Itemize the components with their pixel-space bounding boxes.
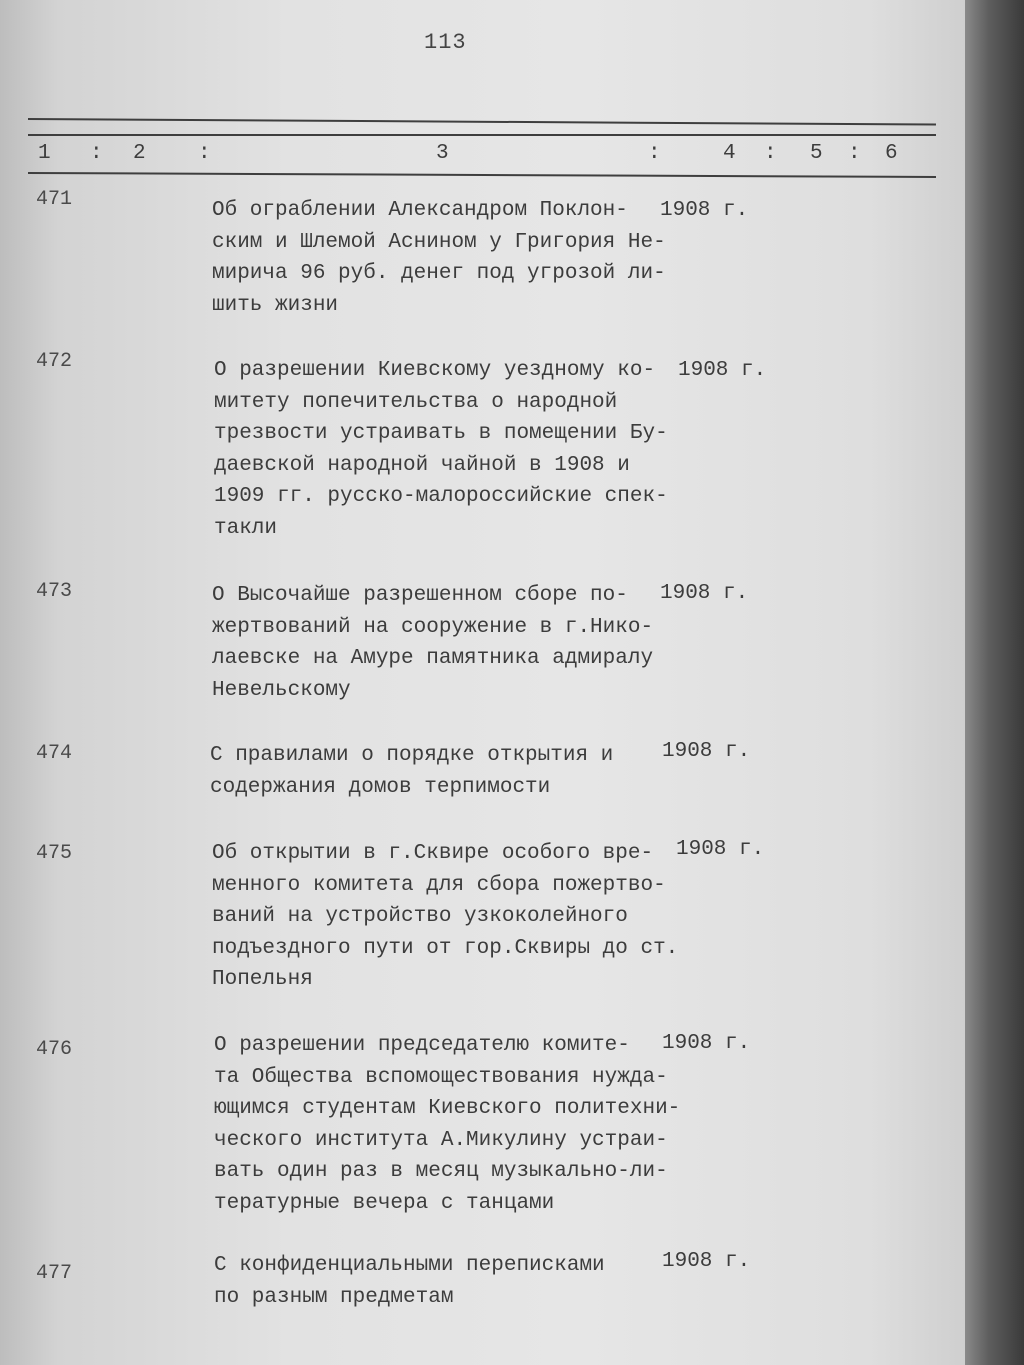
column-header-3: 3: [436, 142, 449, 165]
column-header-1: 1: [38, 142, 51, 165]
entry-number: 471: [36, 188, 73, 211]
entry-number: 474: [36, 742, 73, 765]
entry-date: 1908 г.: [676, 838, 765, 861]
column-header-4: 4: [723, 142, 736, 165]
entry-description: О разрешении председателю комите- та Общества вспомоществования нужда- ющимся студентам Киевского политехни- ческого института А.Микулину устраи- вать один раз в месяц музыкально-ли- тературные вечера с танцами: [214, 1034, 681, 1215]
entry-description: О Высочайше разрешенном сборе по- жертвований на сооружение в г.Нико- лаевске на Амуре памятника адмиралу Невельскому: [212, 584, 654, 702]
column-separator: :: [764, 142, 777, 165]
entry-date: 1908 г.: [660, 582, 749, 605]
header-rule-middle: [28, 134, 936, 136]
column-separator: :: [648, 142, 661, 165]
column-separator: :: [90, 142, 103, 165]
entry-date: 1908 г.: [662, 1250, 751, 1273]
entry-number: 472: [36, 350, 73, 373]
page-edge-shadow: [965, 0, 1024, 1365]
entry-description: Об ограблении Александром Поклон- ским и Шлемой Аснином у Григория Не- мирича 96 руб. денег под угрозой ли- шить жизни: [212, 199, 666, 317]
header-rule-bottom: [28, 172, 936, 178]
header-rule-top: [28, 118, 936, 126]
entry-description: Об открытии в г.Сквире особого вре- менного комитета для сбора пожертво- ваний на устройство узкоколейного подъездного пути от гор.Сквиры до ст. Попельня: [212, 842, 679, 991]
entry-description: О разрешении Киевскому уездному ко- митету попечительства о народной трезвости устраивать в помещении Бу- даевской народной чайной в 1908 и 1909 гг. русско-малороссийские спек- такли: [214, 359, 668, 540]
column-header-6: 6: [885, 142, 898, 165]
page-number: 113: [424, 30, 467, 55]
entry-number: 476: [36, 1038, 73, 1061]
entry-date: 1908 г.: [660, 199, 749, 222]
entry-description: С правилами о порядке открытия и содержания домов терпимости: [210, 744, 614, 799]
entry-number: 477: [36, 1262, 73, 1285]
column-separator: :: [198, 142, 211, 165]
entry-description: С конфиденциальными переписками по разным предметам: [214, 1254, 605, 1309]
entry-number: 473: [36, 580, 73, 603]
column-separator: :: [848, 142, 861, 165]
column-header-2: 2: [133, 142, 146, 165]
entry-date: 1908 г.: [678, 359, 767, 382]
entry-number: 475: [36, 842, 73, 865]
entry-date: 1908 г.: [662, 740, 751, 763]
column-header-5: 5: [810, 142, 823, 165]
entry-date: 1908 г.: [662, 1032, 751, 1055]
